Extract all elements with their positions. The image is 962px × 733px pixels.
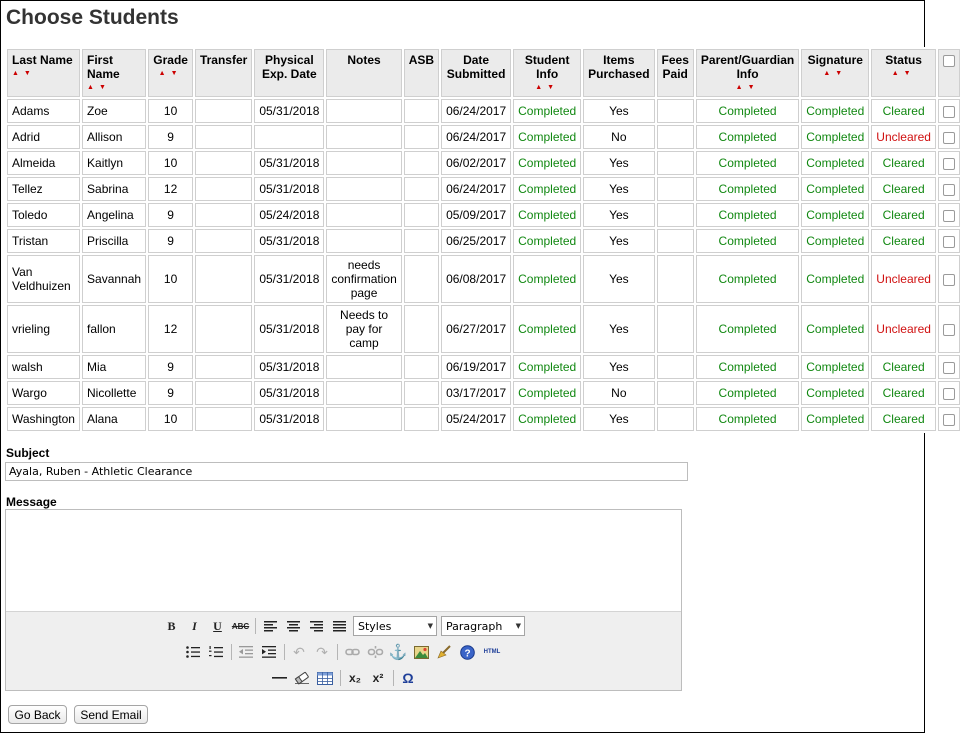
signature-cell: Completed — [801, 381, 869, 405]
guardian-info-cell: Completed — [696, 177, 799, 201]
items-purchased-cell: Yes — [583, 407, 654, 431]
row-checkbox[interactable] — [943, 132, 955, 144]
status-cell: Cleared — [871, 177, 936, 201]
page-title: Choose Students — [6, 6, 179, 29]
notes-cell — [326, 229, 401, 253]
fees-paid-cell — [657, 125, 694, 149]
numbered-list-icon[interactable] — [205, 642, 227, 662]
signature-cell: Completed — [801, 203, 869, 227]
align-left-icon[interactable] — [260, 616, 282, 636]
first-name-cell: Kaitlyn — [82, 151, 146, 175]
signature-cell: Completed — [801, 151, 869, 175]
align-center-icon[interactable] — [283, 616, 305, 636]
grade-cell: 9 — [148, 381, 193, 405]
date-submitted-cell: 06/27/2017 — [441, 305, 511, 353]
toolbar-separator — [231, 644, 232, 660]
last-name-cell: Toledo — [7, 203, 80, 227]
date-submitted-cell: 06/24/2017 — [441, 177, 511, 201]
guardian-info-cell: Completed — [696, 255, 799, 303]
guardian-info-cell: Completed — [696, 229, 799, 253]
underline-button[interactable]: U — [213, 618, 222, 633]
table-row — [7, 229, 960, 253]
notes-cell — [326, 407, 401, 431]
asb-cell — [404, 355, 439, 379]
col-items-purchased — [583, 49, 654, 97]
notes-cell — [326, 177, 401, 201]
last-name-cell: Van Veldhuizen — [7, 255, 80, 303]
notes-cell: needs confirmation page — [326, 255, 401, 303]
image-icon[interactable] — [410, 642, 432, 662]
fees-paid-cell — [657, 407, 694, 431]
table-icon[interactable] — [314, 668, 336, 688]
first-name-cell: Nicollette — [82, 381, 146, 405]
fees-paid-cell — [657, 229, 694, 253]
subject-label: Subject — [6, 446, 50, 460]
guardian-info-cell: Completed — [696, 125, 799, 149]
items-purchased-cell: Yes — [583, 151, 654, 175]
bullet-list-icon[interactable] — [182, 642, 204, 662]
col-last-name-label: Last Name — [12, 53, 73, 67]
asb-cell — [404, 125, 439, 149]
status-cell: Cleared — [871, 355, 936, 379]
student-info-cell: Completed — [513, 203, 581, 227]
transfer-cell — [195, 255, 252, 303]
first-name-cell: Mia — [82, 355, 146, 379]
superscript-button[interactable]: x² — [372, 671, 384, 685]
row-checkbox[interactable] — [943, 388, 955, 400]
last-name-cell: Adrid — [7, 125, 80, 149]
status-cell: Cleared — [871, 151, 936, 175]
last-name-cell: Almeida — [7, 151, 80, 175]
col-status-label: Status — [885, 53, 922, 67]
physical-exp-date-cell: 05/31/2018 — [254, 355, 324, 379]
grade-cell: 10 — [148, 99, 193, 123]
toolbar-separator — [284, 644, 285, 660]
transfer-cell — [195, 151, 252, 175]
help-icon[interactable] — [456, 642, 478, 662]
transfer-cell — [195, 229, 252, 253]
physical-exp-date-cell: 05/31/2018 — [254, 151, 324, 175]
anchor-icon[interactable]: ⚓ — [388, 644, 408, 661]
items-purchased-cell: Yes — [583, 305, 654, 353]
message-editor — [5, 509, 682, 691]
last-name-cell: Adams — [7, 99, 80, 123]
toolbar-separator — [337, 644, 338, 660]
table-row — [7, 255, 960, 303]
toolbar-row-3 — [6, 667, 681, 689]
select-cell — [938, 99, 960, 123]
student-info-cell: Completed — [513, 355, 581, 379]
fees-paid-cell — [657, 151, 694, 175]
date-submitted-cell: 06/08/2017 — [441, 255, 511, 303]
col-last-name[interactable] — [7, 49, 80, 97]
notes-cell — [326, 203, 401, 227]
go-back-button[interactable]: Go Back — [8, 705, 67, 724]
transfer-cell — [195, 125, 252, 149]
select-all-checkbox[interactable] — [943, 55, 955, 67]
col-fees-paid-label: Fees Paid — [661, 53, 689, 81]
first-name-cell: Alana — [82, 407, 146, 431]
items-purchased-cell: No — [583, 381, 654, 405]
signature-cell: Completed — [801, 99, 869, 123]
guardian-info-cell: Completed — [696, 355, 799, 379]
transfer-cell — [195, 177, 252, 201]
grade-cell: 9 — [148, 355, 193, 379]
row-checkbox[interactable] — [943, 158, 955, 170]
indent-icon[interactable] — [258, 642, 280, 662]
transfer-cell — [195, 381, 252, 405]
toolbar-separator — [393, 670, 394, 686]
guardian-info-cell: Completed — [696, 381, 799, 405]
col-select-all[interactable] — [938, 49, 960, 97]
col-guardian-info[interactable] — [696, 49, 799, 97]
col-date-submitted — [441, 49, 511, 97]
items-purchased-cell: Yes — [583, 203, 654, 227]
table-row — [7, 355, 960, 379]
fees-paid-cell — [657, 381, 694, 405]
date-submitted-cell: 06/25/2017 — [441, 229, 511, 253]
items-purchased-cell: Yes — [583, 99, 654, 123]
notes-cell — [326, 381, 401, 405]
student-info-cell: Completed — [513, 229, 581, 253]
strikethrough-button[interactable]: ABC — [231, 621, 250, 631]
select-cell — [938, 305, 960, 353]
horizontal-rule-icon[interactable] — [268, 668, 290, 688]
asb-cell — [404, 99, 439, 123]
student-info-cell: Completed — [513, 305, 581, 353]
select-cell — [938, 151, 960, 175]
first-name-cell: Priscilla — [82, 229, 146, 253]
col-transfer-label: Transfer — [199, 53, 248, 67]
col-fees-paid — [657, 49, 694, 97]
signature-cell: Completed — [801, 229, 869, 253]
format-select[interactable] — [441, 616, 525, 636]
grade-cell: 10 — [148, 407, 193, 431]
col-transfer — [195, 49, 252, 97]
date-submitted-cell: 03/17/2017 — [441, 381, 511, 405]
select-cell — [938, 125, 960, 149]
unlink-icon[interactable] — [364, 642, 386, 662]
bold-button[interactable]: B — [167, 618, 176, 633]
date-submitted-cell: 05/24/2017 — [441, 407, 511, 431]
guardian-info-cell: Completed — [696, 99, 799, 123]
first-name-cell: Sabrina — [82, 177, 146, 201]
col-student-info[interactable] — [513, 49, 581, 97]
status-cell: Cleared — [871, 381, 936, 405]
last-name-cell: Tristan — [7, 229, 80, 253]
signature-cell: Completed — [801, 407, 869, 431]
col-items-purchased-label: Items Purchased — [588, 53, 650, 81]
date-submitted-cell: 05/09/2017 — [441, 203, 511, 227]
row-checkbox[interactable] — [943, 184, 955, 196]
table-row — [7, 151, 960, 175]
last-name-cell: walsh — [7, 355, 80, 379]
sort-arrows-icon[interactable]: ▲▼ — [823, 70, 848, 77]
special-character-button[interactable]: Ω — [402, 670, 414, 686]
items-purchased-cell: Yes — [583, 255, 654, 303]
col-asb — [404, 49, 439, 97]
status-cell: Cleared — [871, 99, 936, 123]
fees-paid-cell — [657, 255, 694, 303]
students-table — [5, 47, 962, 433]
fees-paid-cell — [657, 355, 694, 379]
notes-cell — [326, 151, 401, 175]
sort-arrows-icon[interactable]: ▲▼ — [158, 70, 183, 77]
toolbar-separator — [255, 618, 256, 634]
physical-exp-date-cell: 05/31/2018 — [254, 381, 324, 405]
col-guardian-info-label: Parent/Guardian Info — [700, 53, 795, 81]
guardian-info-cell: Completed — [696, 407, 799, 431]
items-purchased-cell: No — [583, 125, 654, 149]
grade-cell: 9 — [148, 203, 193, 227]
styles-select[interactable] — [353, 616, 437, 636]
undo-icon[interactable]: ↶ — [293, 643, 305, 660]
fees-paid-cell — [657, 305, 694, 353]
fees-paid-cell — [657, 203, 694, 227]
signature-cell: Completed — [801, 177, 869, 201]
sort-arrows-icon[interactable]: ▲▼ — [891, 70, 916, 77]
redo-icon[interactable]: ↷ — [316, 643, 328, 660]
sort-arrows-icon[interactable]: ▲▼ — [12, 70, 36, 77]
guardian-info-cell: Completed — [696, 151, 799, 175]
col-first-name[interactable] — [82, 49, 146, 97]
asb-cell — [404, 305, 439, 353]
status-cell: Cleared — [871, 203, 936, 227]
col-grade[interactable] — [148, 49, 193, 97]
row-checkbox[interactable] — [943, 210, 955, 222]
student-info-cell: Completed — [513, 177, 581, 201]
message-label: Message — [6, 495, 57, 509]
col-student-info-label: Student Info — [524, 53, 570, 81]
physical-exp-date-cell — [254, 125, 324, 149]
physical-exp-date-cell: 05/31/2018 — [254, 229, 324, 253]
eraser-icon[interactable] — [291, 668, 313, 688]
signature-cell: Completed — [801, 255, 869, 303]
grade-cell: 12 — [148, 177, 193, 201]
col-status[interactable] — [871, 49, 936, 97]
row-checkbox[interactable] — [943, 362, 955, 374]
notes-cell — [326, 355, 401, 379]
cleanup-broom-icon[interactable] — [433, 642, 455, 662]
transfer-cell — [195, 203, 252, 227]
items-purchased-cell: Yes — [583, 229, 654, 253]
sort-arrows-icon[interactable]: ▲▼ — [87, 84, 111, 91]
fees-paid-cell — [657, 177, 694, 201]
status-cell: Uncleared — [871, 125, 936, 149]
grade-cell: 9 — [148, 229, 193, 253]
student-info-cell: Completed — [513, 381, 581, 405]
grade-cell: 12 — [148, 305, 193, 353]
select-cell — [938, 355, 960, 379]
subject-input[interactable]: Ayala, Ruben - Athletic Clearance — [5, 462, 688, 481]
physical-exp-date-cell: 05/31/2018 — [254, 177, 324, 201]
signature-cell: Completed — [801, 355, 869, 379]
outdent-icon[interactable] — [235, 642, 257, 662]
guardian-info-cell: Completed — [696, 305, 799, 353]
row-checkbox[interactable] — [943, 324, 955, 336]
first-name-cell: Zoe — [82, 99, 146, 123]
notes-cell — [326, 125, 401, 149]
asb-cell — [404, 381, 439, 405]
transfer-cell — [195, 407, 252, 431]
col-asb-label: ASB — [408, 53, 435, 67]
date-submitted-cell: 06/24/2017 — [441, 99, 511, 123]
asb-cell — [404, 229, 439, 253]
physical-exp-date-cell: 05/31/2018 — [254, 255, 324, 303]
last-name-cell: vrieling — [7, 305, 80, 353]
student-info-cell: Completed — [513, 125, 581, 149]
date-submitted-cell: 06/02/2017 — [441, 151, 511, 175]
last-name-cell: Wargo — [7, 381, 80, 405]
asb-cell — [404, 203, 439, 227]
physical-exp-date-cell: 05/24/2018 — [254, 203, 324, 227]
select-cell — [938, 203, 960, 227]
date-submitted-cell: 06/24/2017 — [441, 125, 511, 149]
col-notes — [326, 49, 401, 97]
asb-cell — [404, 151, 439, 175]
send-email-button[interactable]: Send Email — [74, 705, 148, 724]
signature-cell: Completed — [801, 125, 869, 149]
items-purchased-cell: Yes — [583, 355, 654, 379]
toolbar-separator — [340, 670, 341, 686]
select-cell — [938, 407, 960, 431]
toolbar-row-1 — [6, 615, 681, 637]
italic-button[interactable]: I — [192, 618, 197, 633]
guardian-info-cell: Completed — [696, 203, 799, 227]
svg-text:?: ? — [463, 647, 471, 659]
status-cell: Cleared — [871, 407, 936, 431]
link-icon[interactable] — [341, 642, 363, 662]
asb-cell — [404, 177, 439, 201]
subscript-button[interactable]: x₂ — [348, 671, 361, 685]
row-checkbox[interactable] — [943, 274, 955, 286]
col-first-name-label: First Name — [87, 53, 120, 81]
physical-exp-date-cell: 05/31/2018 — [254, 407, 324, 431]
status-cell: Cleared — [871, 229, 936, 253]
table-row — [7, 177, 960, 201]
table-header-row — [7, 49, 960, 97]
asb-cell — [404, 407, 439, 431]
toolbar-row-2 — [6, 641, 681, 663]
first-name-cell: Allison — [82, 125, 146, 149]
col-signature[interactable] — [801, 49, 869, 97]
html-source-button[interactable]: HTML — [483, 649, 501, 655]
status-cell: Uncleared — [871, 305, 936, 353]
col-date-submitted-label: Date Submitted — [446, 53, 506, 81]
col-grade-label: Grade — [153, 53, 188, 67]
student-info-cell: Completed — [513, 99, 581, 123]
notes-cell — [326, 99, 401, 123]
col-physical — [254, 49, 324, 97]
chevron-down-icon: ▼ — [515, 622, 521, 630]
last-name-cell: Washington — [7, 407, 80, 431]
fees-paid-cell — [657, 99, 694, 123]
transfer-cell — [195, 99, 252, 123]
select-cell — [938, 229, 960, 253]
select-cell — [938, 255, 960, 303]
message-textarea[interactable] — [6, 510, 681, 611]
table-row — [7, 305, 960, 353]
signature-cell: Completed — [801, 305, 869, 353]
col-notes-label: Notes — [347, 53, 381, 67]
first-name-cell: Savannah — [82, 255, 146, 303]
sort-arrows-icon[interactable]: ▲▼ — [735, 84, 760, 91]
table-row — [7, 125, 960, 149]
asb-cell — [404, 255, 439, 303]
editor-toolbar — [6, 611, 681, 690]
physical-exp-date-cell: 05/31/2018 — [254, 305, 324, 353]
table-row — [7, 381, 960, 405]
grade-cell: 10 — [148, 255, 193, 303]
row-checkbox[interactable] — [943, 236, 955, 248]
first-name-cell: Angelina — [82, 203, 146, 227]
align-justify-icon[interactable] — [329, 616, 351, 636]
transfer-cell — [195, 355, 252, 379]
student-info-cell: Completed — [513, 151, 581, 175]
status-cell: Uncleared — [871, 255, 936, 303]
physical-exp-date-cell: 05/31/2018 — [254, 99, 324, 123]
styles-select-value: Styles — [358, 619, 392, 633]
table-row — [7, 203, 960, 227]
col-signature-label: Signature — [807, 53, 863, 67]
student-info-cell: Completed — [513, 255, 581, 303]
row-checkbox[interactable] — [943, 106, 955, 118]
first-name-cell: fallon — [82, 305, 146, 353]
select-cell — [938, 381, 960, 405]
student-info-cell: Completed — [513, 407, 581, 431]
format-select-value: Paragraph — [446, 619, 503, 633]
table-row — [7, 99, 960, 123]
row-checkbox[interactable] — [943, 414, 955, 426]
select-cell — [938, 177, 960, 201]
items-purchased-cell: Yes — [583, 177, 654, 201]
table-row — [7, 407, 960, 431]
grade-cell: 9 — [148, 125, 193, 149]
align-right-icon[interactable] — [306, 616, 328, 636]
grade-cell: 10 — [148, 151, 193, 175]
col-physical-label: Physical Exp. Date — [262, 53, 317, 81]
transfer-cell — [195, 305, 252, 353]
sort-arrows-icon[interactable]: ▲▼ — [535, 84, 560, 91]
date-submitted-cell: 06/19/2017 — [441, 355, 511, 379]
chevron-down-icon: ▼ — [427, 622, 433, 630]
notes-cell: Needs to pay for camp — [326, 305, 401, 353]
last-name-cell: Tellez — [7, 177, 80, 201]
